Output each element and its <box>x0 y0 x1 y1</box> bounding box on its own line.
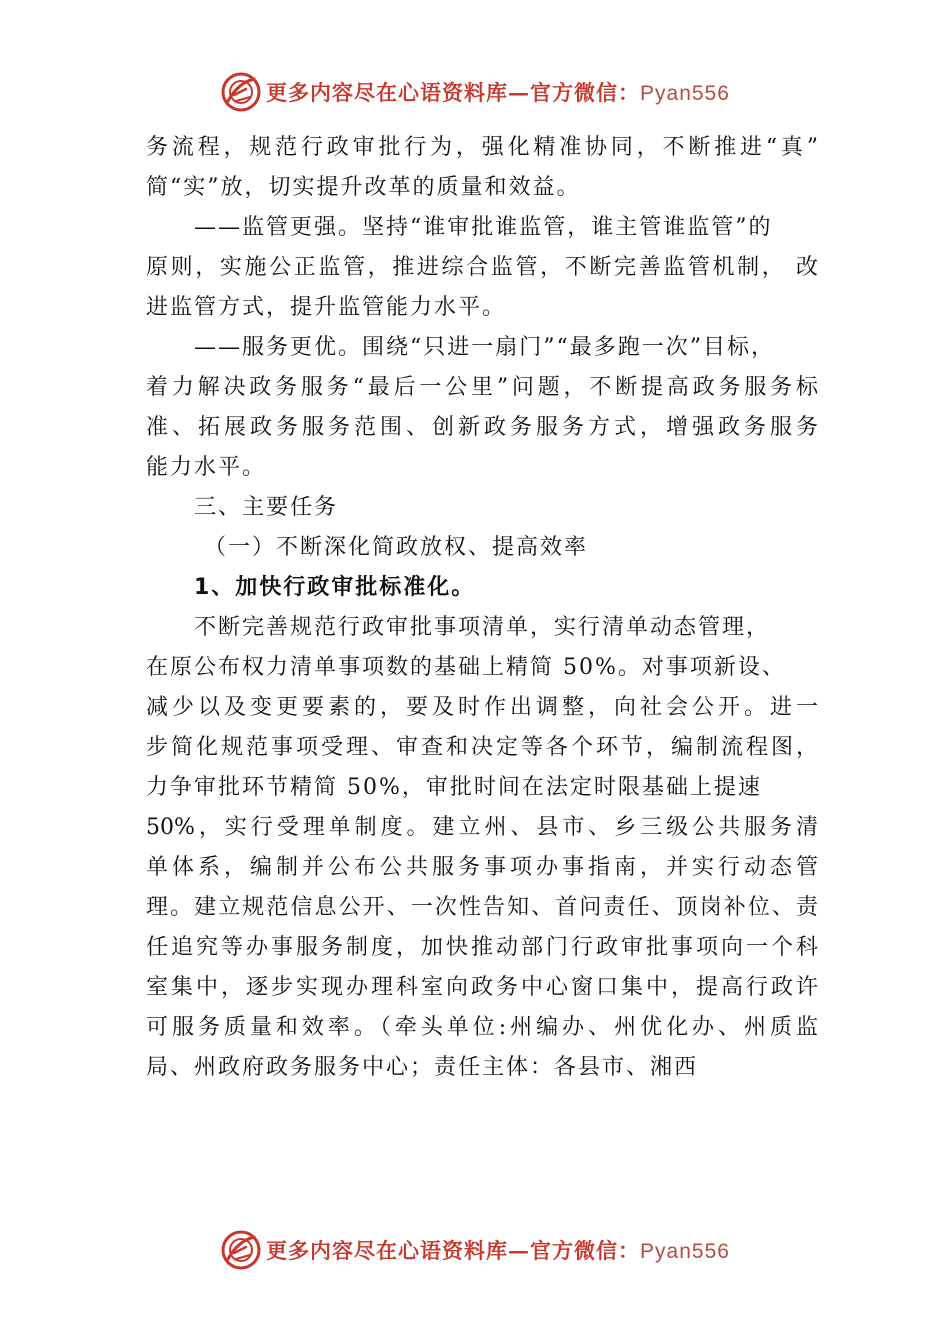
section-heading: 三、主要任务 <box>194 495 339 520</box>
paragraph-line: 单体系，编制并公布公共服务事项办事指南，并实行动态管 <box>146 855 818 880</box>
watermark-text <box>266 1235 730 1265</box>
watermark-text <box>266 77 730 107</box>
paragraph-line: 务流程，规范行政审批行为，强化精准协同，不断推进“真” <box>146 135 818 160</box>
subsection-heading: （一）不断深化简政放权、提高效率 <box>204 535 589 560</box>
paragraph-line: 原则，实施公正监管，推进综合监管，不断完善监管机制， 改 <box>146 255 818 280</box>
document-body <box>146 128 818 1088</box>
paragraph-line: 理。建立规范信息公开、一次性告知、首问责任、顶岗补位、责 <box>146 895 818 920</box>
paragraph-line: 任追究等办事服务制度，加快推动部门行政审批事项向一个科 <box>146 935 818 960</box>
watermark-label: 更多内容尽在心语资料库—官方微信： <box>266 80 641 105</box>
item-heading: 1、加快行政审批标准化。 <box>194 575 476 600</box>
paragraph-line: 力争审批环节精简 50%，审批时间在法定时限基础上提速 <box>146 775 762 800</box>
paragraph-line: ——监管更强。坚持“谁审批谁监管，谁主管谁监管”的 <box>194 215 773 240</box>
paragraph-line: 50%，实行受理单制度。建立州、县市、乡三级公共服务清 <box>146 815 818 840</box>
paragraph-line: 可服务质量和效率。（牵头单位:州编办、州优化办、州质监 <box>146 1015 818 1040</box>
paragraph-line: 着力解决政务服务“最后一公里”问题，不断提高政务服务标 <box>146 375 818 400</box>
watermark-wechat-id: Pyan556 <box>640 1240 730 1263</box>
paragraph-line: 不断完善规范行政审批事项清单，实行清单动态管理， <box>194 615 771 640</box>
paragraph-line: ——服务更优。围绕“只进一扇门”“最多跑一次”目标， <box>194 335 775 360</box>
red-seal-logo-icon <box>220 71 262 113</box>
paragraph-line: 局、州政府政务服务中心；责任主体：各县市、湘西 <box>146 1055 699 1080</box>
paragraph-line: 在原公布权力清单事项数的基础上精简 50%。对事项新设、 <box>146 655 786 680</box>
paragraph-line: 简“实”放，切实提升改革的质量和效益。 <box>146 175 581 200</box>
paragraph-line: 步简化规范事项受理、审查和决定等各个环节，编制流程图， <box>146 735 818 760</box>
watermark-banner-bottom <box>0 1228 950 1272</box>
paragraph-line: 准、拓展政务服务范围、创新政务服务方式，增强政务服务 <box>146 415 818 440</box>
watermark-label: 更多内容尽在心语资料库—官方微信： <box>266 1238 641 1263</box>
paragraph-line: 室集中，逐步实现办理科室向政务中心窗口集中，提高行政许 <box>146 975 818 1000</box>
paragraph-line: 能力水平。 <box>146 455 267 480</box>
watermark-banner-top <box>0 70 950 114</box>
paragraph-line: 进监管方式，提升监管能力水平。 <box>146 295 507 320</box>
red-seal-logo-icon <box>220 1229 262 1271</box>
watermark-wechat-id: Pyan556 <box>640 82 730 105</box>
paragraph-line: 减少以及变更要素的，要及时作出调整，向社会公开。进一 <box>146 695 818 720</box>
